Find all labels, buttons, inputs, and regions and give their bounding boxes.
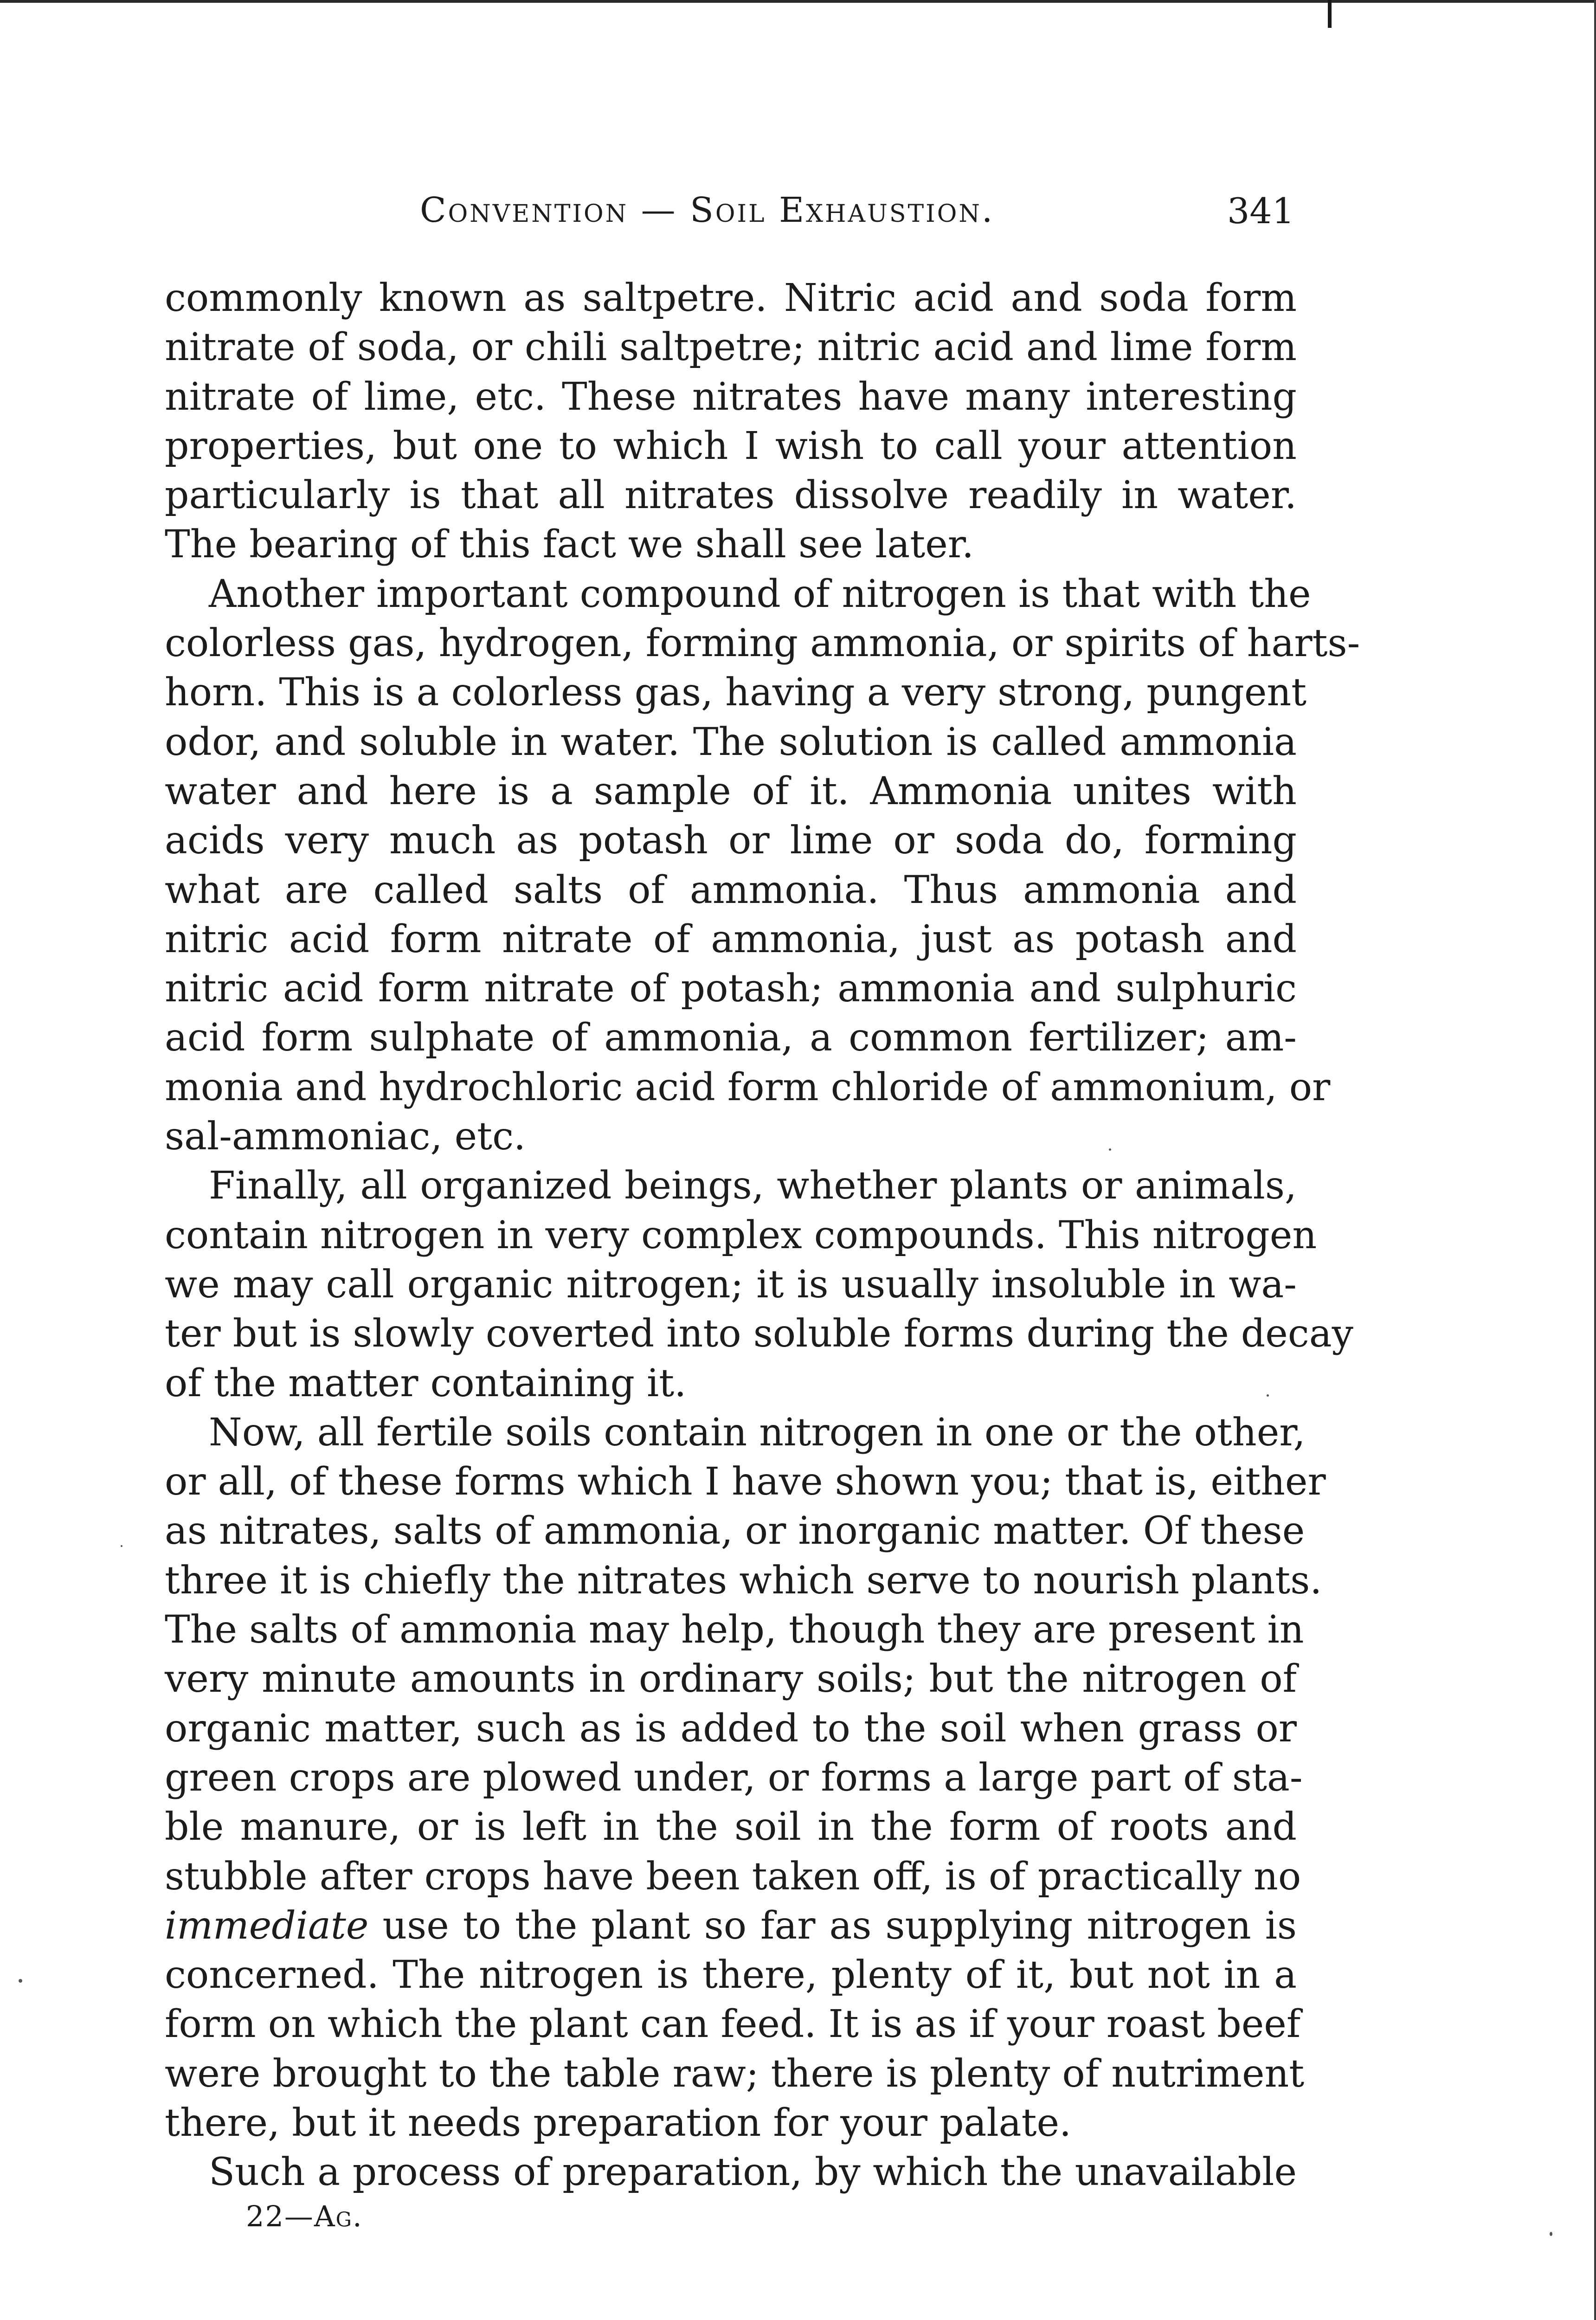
text-line: nitric acid form nitrate of potash; ammonia and sulphuric	[165, 967, 1297, 1011]
paragraph-start-line: Now, all fertile soils contain nitrogen in one or the other,	[209, 1410, 1306, 1455]
text-line: of the matter containing it.	[165, 1361, 687, 1405]
text-line-remainder: use to the plant so far as supplying nitrogen is	[382, 1903, 1297, 1948]
text-line: nitric acid form nitrate of ammonia, just as potash and	[165, 917, 1297, 961]
text-line: there, but it needs preparation for your palate.	[165, 2101, 1072, 2145]
text-line-with-emphasis	[165, 1901, 1297, 1951]
paragraph-start-line: Another important compound of nitrogen is that with the	[209, 572, 1311, 616]
scan-speck	[19, 1979, 22, 1983]
text-line: acids very much as potash or lime or soda do, forming	[165, 818, 1297, 863]
emphasis-word: immediate	[165, 1903, 369, 1948]
text-line: commonly known as saltpetre. Nitric acid and soda form	[165, 276, 1297, 320]
text-line: contain nitrogen in very complex compounds. This nitrogen	[165, 1213, 1317, 1257]
text-line: odor, and soluble in water. The solution is called ammonia	[165, 720, 1297, 764]
text-line: as nitrates, salts of ammonia, or inorganic matter. Of these	[165, 1509, 1305, 1553]
text-line: colorless gas, hydrogen, forming ammonia, or spirits of harts-	[165, 621, 1360, 666]
text-line: form on which the plant can feed. It is as if your roast beef	[165, 2002, 1301, 2047]
scan-speck	[1550, 2232, 1552, 2236]
text-line: or all, of these forms which I have shown you; that is, either	[165, 1460, 1326, 1504]
paragraph-start-line: Such a process of preparation, by which the unavailable	[209, 2150, 1297, 2195]
text-line: concerned. The nitrogen is there, plenty of it, but not in a	[165, 1953, 1297, 1998]
scan-edge-right	[1594, 0, 1596, 2320]
text-line: horn. This is a colorless gas, having a very strong, pungent	[165, 670, 1307, 715]
scan-speck	[1267, 1394, 1269, 1397]
running-head	[167, 190, 1294, 246]
text-line: three it is chiefly the nitrates which serve to nourish plants.	[165, 1558, 1322, 1603]
signature-mark: 22—Ag.	[246, 2199, 363, 2233]
scan-speck	[1109, 1148, 1111, 1151]
text-line: sal-ammoniac, etc.	[165, 1115, 526, 1159]
text-line: ter but is slowly coverted into soluble forms during the decay	[165, 1312, 1353, 1356]
text-line: what are called salts of ammonia. Thus ammonia and	[165, 868, 1297, 912]
corner-mark	[1328, 0, 1332, 28]
scan-speck	[121, 1545, 122, 1547]
body-text	[165, 274, 1360, 2198]
text-line: we may call organic nitrogen; it is usually insoluble in wa-	[165, 1262, 1297, 1307]
text-line: The bearing of this fact we shall see later.	[165, 522, 974, 567]
text-line: acid form sulphate of ammonia, a common fertilizer; am-	[165, 1016, 1297, 1060]
text-line: water and here is a sample of it. Ammonia unites with	[165, 769, 1297, 813]
text-line: nitrate of lime, etc. These nitrates have many interesting	[165, 374, 1297, 419]
text-line: organic matter, such as is added to the soil when grass or	[165, 1706, 1297, 1751]
text-line: ble manure, or is left in the soil in the form of roots and	[165, 1805, 1297, 1850]
page-number: 341	[1227, 190, 1294, 232]
text-line: The salts of ammonia may help, though they are present in	[165, 1608, 1304, 1652]
text-line: properties, but one to which I wish to call your attention	[165, 424, 1297, 468]
scan-edge-top	[0, 0, 1596, 3]
text-line: green crops are plowed under, or forms a large part of sta-	[165, 1755, 1303, 1800]
text-line: were brought to the table raw; there is plenty of nutriment	[165, 2051, 1305, 2096]
text-line: particularly is that all nitrates dissolve readily in water.	[165, 473, 1297, 518]
text-line: very minute amounts in ordinary soils; but the nitrogen of	[165, 1657, 1297, 1701]
running-title: Convention — Soil Exhaustion.	[420, 190, 995, 230]
text-line: nitrate of soda, or chili saltpetre; nitric acid and lime form	[165, 325, 1297, 370]
paragraph-start-line: Finally, all organized beings, whether plants or animals,	[209, 1164, 1297, 1208]
text-line: stubble after crops have been taken off, is of practically no	[165, 1854, 1301, 1899]
text-line: monia and hydrochloric acid form chloride of ammonium, or	[165, 1065, 1331, 1109]
